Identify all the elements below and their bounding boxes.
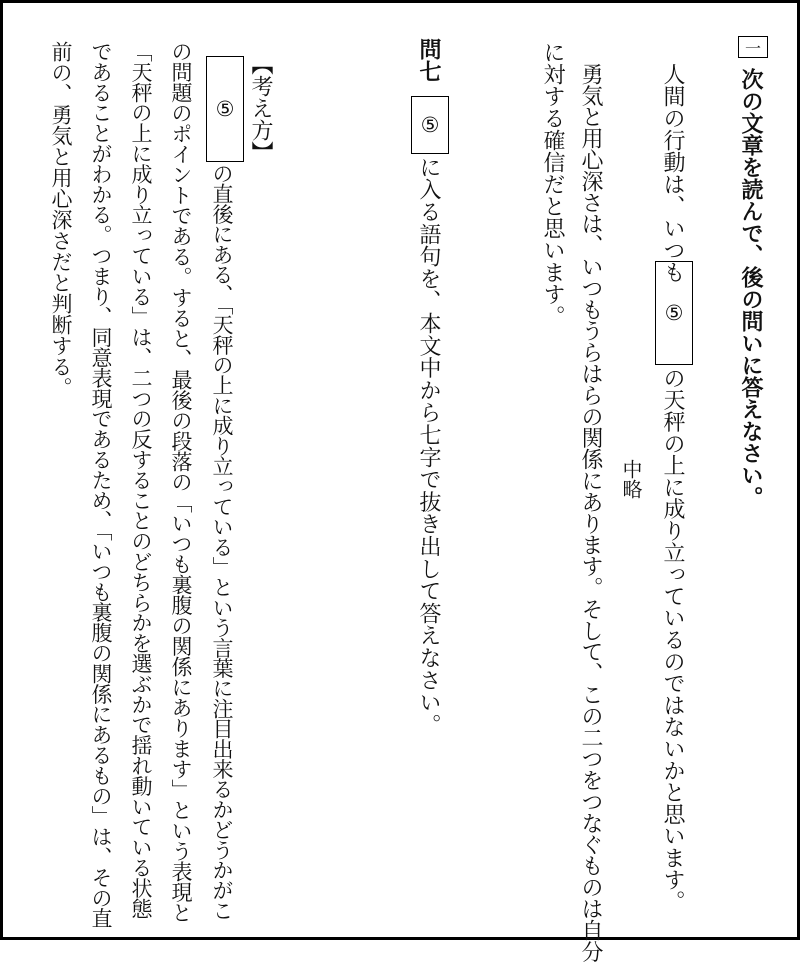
question-seven-text: に入る語句を、本文中から七字で抜き出して答えなさい。 <box>416 156 441 736</box>
question-number: 一 <box>744 38 761 58</box>
explanation-line2: の問題のポイントである。すると、最後の段落の「いつも裏腹の関係にあります」という表現と <box>169 41 193 923</box>
passage-line3: に対する確信だと思います。 <box>540 41 565 327</box>
explanation-line3: 「天秤の上に成り立っている」は、二つの反することのどちらかを選ぶかで揺れ動いている状態 <box>129 41 153 919</box>
question-seven-blank-box <box>411 96 449 154</box>
explanation-line4: であることがわかる。つまり、同意表現であるため、「いつも裏腹の関係にあるもの」は、その直 <box>89 41 113 929</box>
explanation-header: 【考え方】 <box>248 53 273 163</box>
explanation-line5: 前の、勇気と用心深さだと判断する。 <box>49 41 73 398</box>
question-number-box <box>738 36 768 58</box>
passage-line1-after: の天秤の上に成り立っているのではないかと思います。 <box>660 367 685 913</box>
explanation-blank-label: ⑤ <box>215 97 235 121</box>
passage-blank-box <box>655 261 693 365</box>
passage-line2: 勇気と用心深さは、いつもうらはらの関係にあります。そして、この二つをつなぐものは自分 <box>578 63 603 962</box>
passage-line1-before: 人間の行動は、いつも <box>660 63 685 283</box>
question-seven-blank-label: ⑤ <box>420 113 440 137</box>
question-seven-label: 問七 <box>416 38 441 82</box>
explanation-blank-box <box>206 56 244 162</box>
passage-omission: 中略 <box>619 459 643 499</box>
explanation-line1: の直後にある、「天秤の上に成り立っている」という言葉に注目出来るかどうかがこ <box>210 163 234 921</box>
passage-blank-label: ⑤ <box>664 301 684 325</box>
question-heading: 次の文章を読んで、後の問いに答えなさい。 <box>738 68 763 508</box>
